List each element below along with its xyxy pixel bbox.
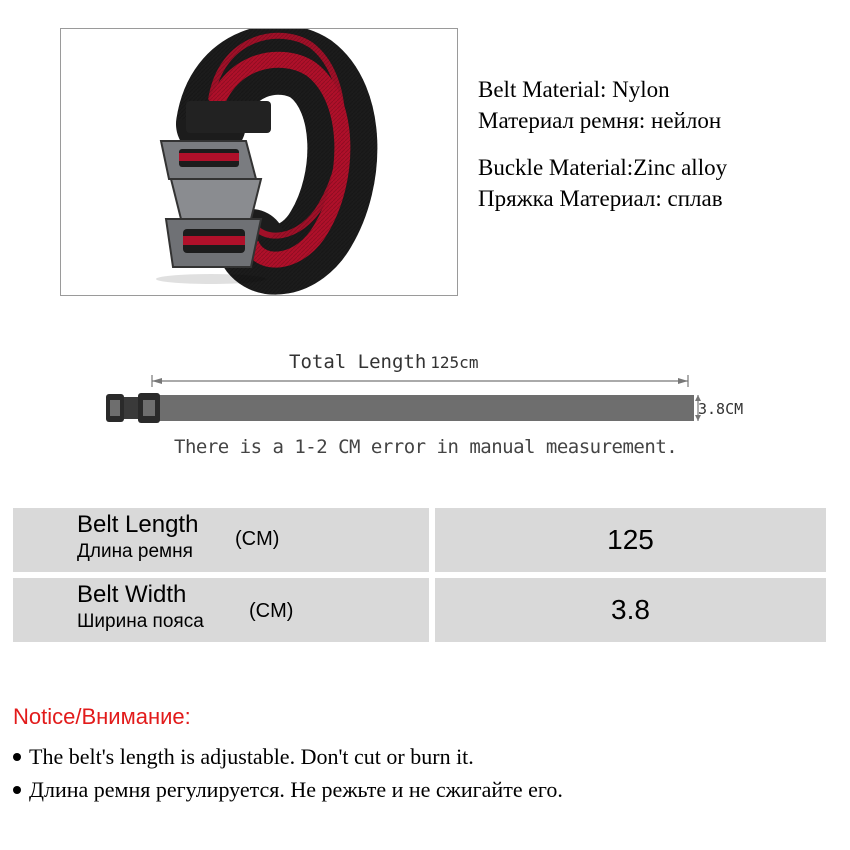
buckle-material-en: Buckle Material:Zinc alloy <box>478 155 728 180</box>
spec-row-length <box>13 508 826 572</box>
spec-row-width <box>13 578 826 642</box>
spec-label-ru: Ширина пояса <box>77 611 204 632</box>
total-length-label: Total Length 125cm <box>289 351 479 373</box>
spec-unit: (CM) <box>235 528 280 550</box>
bullet-icon <box>13 753 21 761</box>
belt-material-ru: Материал ремня: нейлон <box>478 108 722 133</box>
spec-label-cell <box>13 578 429 642</box>
notice-title: Notice/Внимание: <box>13 704 191 729</box>
belt-photo <box>60 28 458 296</box>
spec-table <box>13 508 826 648</box>
spec-value: 125 <box>435 508 826 572</box>
bullet-icon <box>13 786 21 794</box>
notice-list <box>13 740 563 806</box>
spec-value: 3.8 <box>435 578 826 642</box>
spec-label-cell <box>13 508 429 572</box>
error-note: There is a 1-2 CM error in manual measurement. <box>174 436 678 458</box>
total-length-value: 125cm <box>430 353 479 372</box>
spec-unit: (CM) <box>249 600 294 622</box>
spec-label-en: Belt Length <box>77 511 199 538</box>
material-info <box>478 74 727 214</box>
width-value: 3.8CM <box>698 400 744 418</box>
notice-item: Длина ремня регулируется. Не режьте и не сжигайте его. <box>13 773 563 806</box>
spec-label-en: Belt Width <box>77 581 187 608</box>
measurement-diagram <box>40 305 820 475</box>
belt-material-en: Belt Material: Nylon <box>478 77 670 102</box>
spec-label-ru: Длина ремня <box>77 541 193 562</box>
notice-item: The belt's length is adjustable. Don't cut or burn it. <box>13 740 563 773</box>
buckle-material-ru: Пряжка Материал: сплав <box>478 186 723 211</box>
belt-illustration <box>61 29 457 295</box>
